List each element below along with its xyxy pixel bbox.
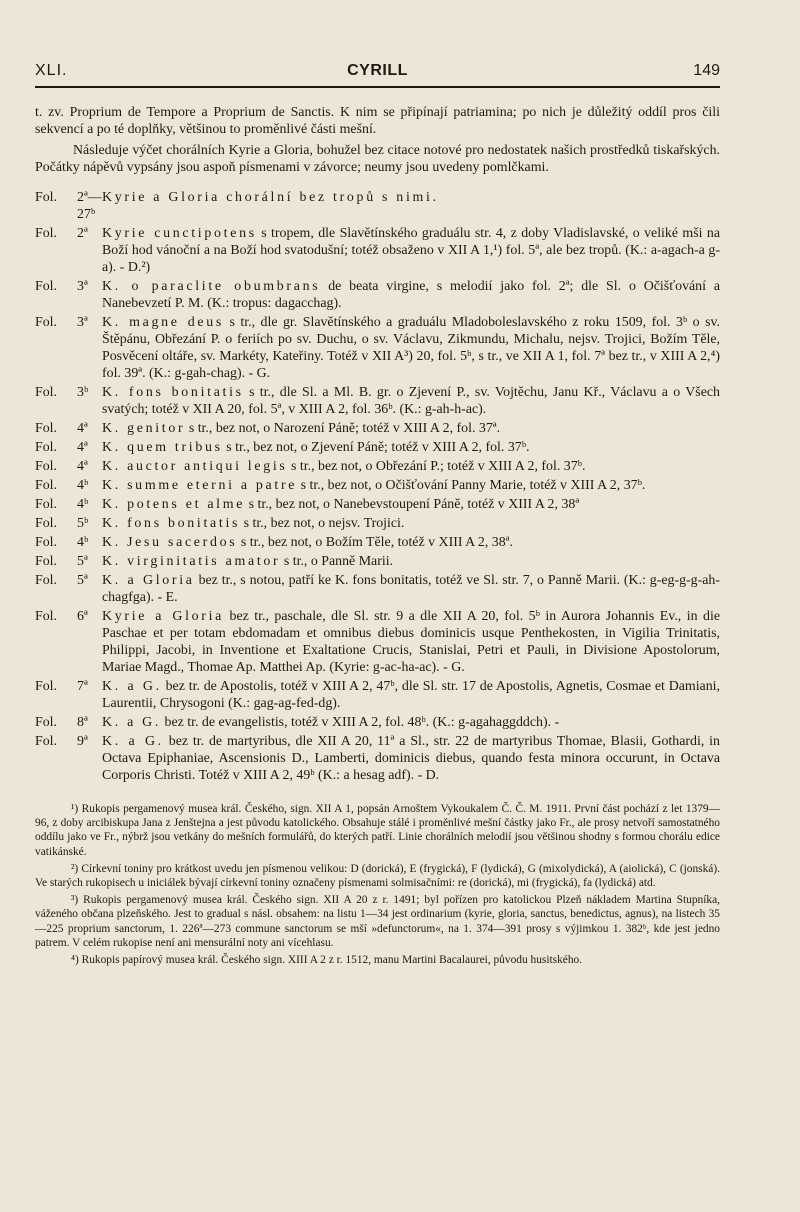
folio-ref: 4ᵇ: [77, 535, 89, 550]
entry-description: s tr., dle gr. Slavětínského a graduálu Mladoboleslavského z roku 1509, fol. 3ᵇ o sv. Štěpánu, Obřezání P. o feriích po sv. Duchu, o sv. Václavu, Zikmundu, Michalu, nejsv. Trojici, Božím Těle, Posvěcení oltáře, sv. Markéty, Kateřiny. Totéž v XII A³) 20, fol. 5ᵇ, s tr., ve XII A 1, fol. 7ª bez tr., v XIII A 2,⁴) fol. 39ª. (K.: g-gah-chag). - G.: [102, 315, 720, 381]
entry-description: s tr., dle Sl. a Ml. B. gr. o Zjevení P., sv. Vojtěchu, Janu Kř., Václavu a o Všech svatých; totéž v XII A 20, fol. 5ª, v XIII A 2, fol. 36ᵇ. (K.: g-ah-h-ac).: [102, 385, 720, 417]
folio-label: Fol.: [35, 573, 58, 588]
folio-ref: 7ª: [77, 679, 88, 694]
running-title: CYRILL: [347, 62, 408, 79]
folio-text: [102, 553, 720, 570]
spaced-incipit: K. genitor: [102, 421, 186, 436]
folio-entry: [35, 733, 720, 784]
entry-description: s tr., bez not, o Zjevení Páně; totéž v XIII A 2, fol. 37ᵇ.: [226, 440, 530, 455]
folio-entry: [35, 496, 720, 513]
folio-ref: 3ᵇ: [77, 385, 89, 400]
folio-text: [102, 477, 720, 494]
folio-text: [102, 733, 720, 784]
spaced-incipit: K. potens et alme: [102, 497, 246, 512]
folio-entry: [35, 225, 720, 276]
folio-text: [102, 714, 720, 731]
folio-ref: 4ª: [77, 421, 88, 436]
folio-label: Fol.: [35, 516, 58, 531]
folio-list: [35, 189, 720, 784]
folio-label: Fol.: [35, 497, 58, 512]
folio-ref: 4ª: [77, 440, 88, 455]
folio-label: Fol.: [35, 226, 58, 241]
folio-text: [102, 534, 720, 551]
folio-entry: [35, 384, 720, 418]
footnote: ³) Rukopis pergamenový musea král. Českého sign. XII A 20 z r. 1491; byl pořízen pro katolickou Plzeň nákladem Martina Stupníka, váženého občana plzeňského. Jest to gradual s násl. obsahem: na listu 1—34 jest ordinarium (kyrie, gloria, sanctus, benedictus, agnus), na listech 35—225 proprium sanctorum, 1. 226ª—273 commune sanctorum se mší »defunctorum«, na 1. 374—391 prosy s výjimkou 1. 382ᵇ, kde jest jedno patrem. V celém rukopise není ani mensurální noty ani vícehlasu.: [35, 894, 720, 949]
folio-ref: 2ª: [77, 226, 88, 241]
folio-entry: [35, 439, 720, 456]
folio-label: Fol.: [35, 715, 58, 730]
spaced-incipit: K. summe eterni a patre: [102, 478, 298, 493]
intro-paragraph: t. zv. Proprium de Tempore a Proprium de Sanctis. K nim se připínají patriamina; po nich je důležitý oddíl pros čili sekvencí a po té doplňky, většinou to proměnlivé části mešní.: [35, 105, 720, 137]
folio-ref: 2ª—27ᵇ: [77, 190, 102, 222]
folio-entry: [35, 515, 720, 532]
spaced-incipit: K. o paraclite obumbrans: [102, 279, 321, 294]
folio-label: Fol.: [35, 279, 58, 294]
footnote: ¹) Rukopis pergamenový musea král. Českého, sign. XII A 1, popsán Arnoštem Vykoukalem Č. Č. M. 1911. První část pochází z let 1379—96, z doby arcibiskupa Jana z Jenštejna a jest původu katolického. Obsahuje stálé i proměnlivé mešní částky jako Fr., ale prosy netvoří samostatného oddílu jako ve Fr., nýbrž jsou vetkány do mešních formulářů, do kterých patří. Linie chorálních melodií jsou většinou shodny s formou chorálu edice vatikánské.: [35, 803, 720, 858]
entry-description: s tr., bez not, o nejsv. Trojici.: [243, 516, 405, 531]
folio-label: Fol.: [35, 315, 58, 330]
spaced-incipit: K. a Gloria: [102, 573, 195, 588]
folio-entry: [35, 458, 720, 475]
running-header: [35, 62, 720, 84]
spaced-incipit: Kyrie cunctipotens: [102, 226, 257, 241]
folio-label: Fol.: [35, 190, 58, 205]
folio-entry: [35, 477, 720, 494]
entry-description: bez tr., paschale, dle Sl. str. 9 a dle XII A 20, fol. 5ᵇ in Aurora Johannis Ev., in die Paschae et per totam ebdomadam et omnibus diebus dominicis usque Penthekosten, in Vigilia Trinitatis, Philippi, Jacobi, in Inventione et Exaltatione Crucis, Stanislai, Petri et Pauli, in Divisione Apostolorum, Mariae Magd., Thomae Ap. Matthei Ap. (Kyrie: g-ac-ha-ac). - G.: [102, 609, 720, 675]
entry-description: bez tr. de martyribus, dle XII A 20, 11ª a Sl., str. 22 de martyribus Thomae, Blasii, Gothardi, in Octava Epiphaniae, Ascensionis D., Lamberti, dominicis diebus, quando festa minora occurunt, in Octava Corporis Christi. Totéž v XIII A 2, 49ᵇ (K.: a hesag adf). - D.: [102, 734, 720, 783]
spaced-incipit: K. Jesu sacerdos: [102, 535, 238, 550]
spaced-incipit: K. magne deus: [102, 315, 225, 330]
spaced-incipit: Kyrie a Gloria chorální bez tropů s nimi.: [102, 190, 439, 205]
folio-text: [102, 572, 720, 606]
folio-entry: [35, 714, 720, 731]
folio-text: [102, 189, 720, 223]
entry-description: bez tr. de Apostolis, totéž v XIII A 2, 47ᵇ, dle Sl. str. 17 de Apostolis, Agnetis, Cosmae et Damiani, Laurentii, Chrysogoni (K.: gag-ag-fed-dg).: [102, 679, 720, 711]
entry-description: s tr., bez not, o Narození Páně; totéž v XIII A 2, fol. 37ª.: [188, 421, 501, 436]
spaced-incipit: K. fons bonitatis: [102, 385, 244, 400]
entry-description: s tr., bez not, o Božím Těle, totéž v XIII A 2, 38ª.: [240, 535, 513, 550]
folio-label: Fol.: [35, 440, 58, 455]
intro-paragraph: Následuje výčet chorálních Kyrie a Gloria, bohužel bez citace notové pro nedostatek našich prostředků tiskařských. Počátky nápěvů vypsány jsou aspoň písmenami v závorce; neumy jsou uvedeny pomlčkami.: [35, 143, 720, 175]
folio-entry: [35, 572, 720, 606]
main-text: [35, 104, 720, 784]
folio-entry: [35, 534, 720, 551]
folio-entry: [35, 189, 720, 223]
spaced-incipit: K. quem tribus: [102, 440, 223, 455]
folio-text: [102, 278, 720, 312]
folio-text: [102, 420, 720, 437]
folio-text: [102, 515, 720, 532]
folio-label: Fol.: [35, 679, 58, 694]
folio-label: Fol.: [35, 459, 58, 474]
folio-ref: 4ᵇ: [77, 497, 89, 512]
folio-entry: [35, 314, 720, 382]
folio-ref: 9ª: [77, 734, 88, 749]
footnotes: [35, 802, 720, 967]
entry-description: s tr., bez not, o Nanebevstoupení Páně, totéž v XIII A 2, 38ª: [248, 497, 580, 512]
entry-description: bez tr., s notou, patří ke K. fons bonitatis, totéž ve Sl. str. 7, o Panně Marii. (K.: g-eg-g-g-ah-chagfga). - E.: [102, 573, 720, 605]
entry-description: bez tr. de evangelistis, totéž v XIII A 2, fol. 48ᵇ. (K.: g-agahaggddch). -: [164, 715, 560, 730]
folio-entry: [35, 553, 720, 570]
folio-label: Fol.: [35, 385, 58, 400]
folio-text: [102, 384, 720, 418]
entry-description: s tr., bez not, o Očišťování Panny Marie, totéž v XIII A 2, 37ᵇ.: [300, 478, 646, 493]
folio-ref: 6ª: [77, 609, 88, 624]
spaced-incipit: K. a G.: [102, 734, 164, 749]
spaced-incipit: K. a G.: [102, 679, 162, 694]
folio-entry: [35, 278, 720, 312]
header-rule: [35, 86, 720, 88]
folio-entry: [35, 608, 720, 676]
entry-description: s tropem, dle Slavětínského graduálu str. 4, z doby Vladislavské, o veliké mši na Boží hod vánoční a na Boží hod svatodušní; totéž obsaženo v XII A 1,¹) fol. 5ª, ale bez tropů. (K.: a-agach-a g-a). - D.²): [102, 226, 720, 275]
entry-description: s tr., bez not, o Obřezání P.; totéž v XIII A 2, fol. 37ᵇ.: [291, 459, 586, 474]
folio-ref: 3ª: [77, 279, 88, 294]
folio-ref: 4ᵇ: [77, 478, 89, 493]
folio-text: [102, 314, 720, 382]
entry-description: de beata virgine, s melodií jako fol. 2ª; dle Sl. o Očišťování a Nanebevzetí P. M. (K.: tropus: dagacchag).: [102, 279, 720, 311]
folio-ref: 5ª: [77, 573, 88, 588]
spaced-incipit: K. auctor antiqui legis: [102, 459, 288, 474]
chapter-number: XLI.: [35, 62, 68, 79]
folio-text: [102, 496, 720, 513]
folio-ref: 5ᵇ: [77, 516, 89, 531]
spaced-incipit: K. a G.: [102, 715, 162, 730]
spaced-incipit: K. virginitatis amator: [102, 554, 281, 569]
spaced-incipit: Kyrie a Gloria: [102, 609, 225, 624]
folio-ref: 3ª: [77, 315, 88, 330]
folio-text: [102, 608, 720, 676]
folio-text: [102, 678, 720, 712]
folio-ref: 8ª: [77, 715, 88, 730]
folio-label: Fol.: [35, 554, 58, 569]
folio-text: [102, 458, 720, 475]
spaced-incipit: K. fons bonitatis: [102, 516, 241, 531]
folio-text: [102, 439, 720, 456]
folio-label: Fol.: [35, 478, 58, 493]
folio-label: Fol.: [35, 421, 58, 436]
folio-label: Fol.: [35, 609, 58, 624]
folio-entry: [35, 420, 720, 437]
footnote: ⁴) Rukopis papírový musea král. Českého sign. XIII A 2 z r. 1512, manu Martini Bacalaurei, původu husitského.: [71, 954, 583, 967]
footnote: ²) Církevní toniny pro krátkost uvedu jen písmenou velikou: D (dorická), E (frygická), F (lydická), G (mixolydická), A (aiolická), C (jonská). Ve starých rukopisech u iniciálek bývají církevní toniny označeny písmenami solmisačními: re (dorická), mi (frygická), fa (lydická) atd.: [35, 862, 720, 890]
folio-label: Fol.: [35, 734, 58, 749]
entry-description: s tr., o Panně Marii.: [283, 554, 394, 569]
folio-entry: [35, 678, 720, 712]
folio-label: Fol.: [35, 535, 58, 550]
folio-ref: 5ª: [77, 554, 88, 569]
folio-text: [102, 225, 720, 276]
page-number: 149: [693, 62, 720, 79]
folio-ref: 4ª: [77, 459, 88, 474]
